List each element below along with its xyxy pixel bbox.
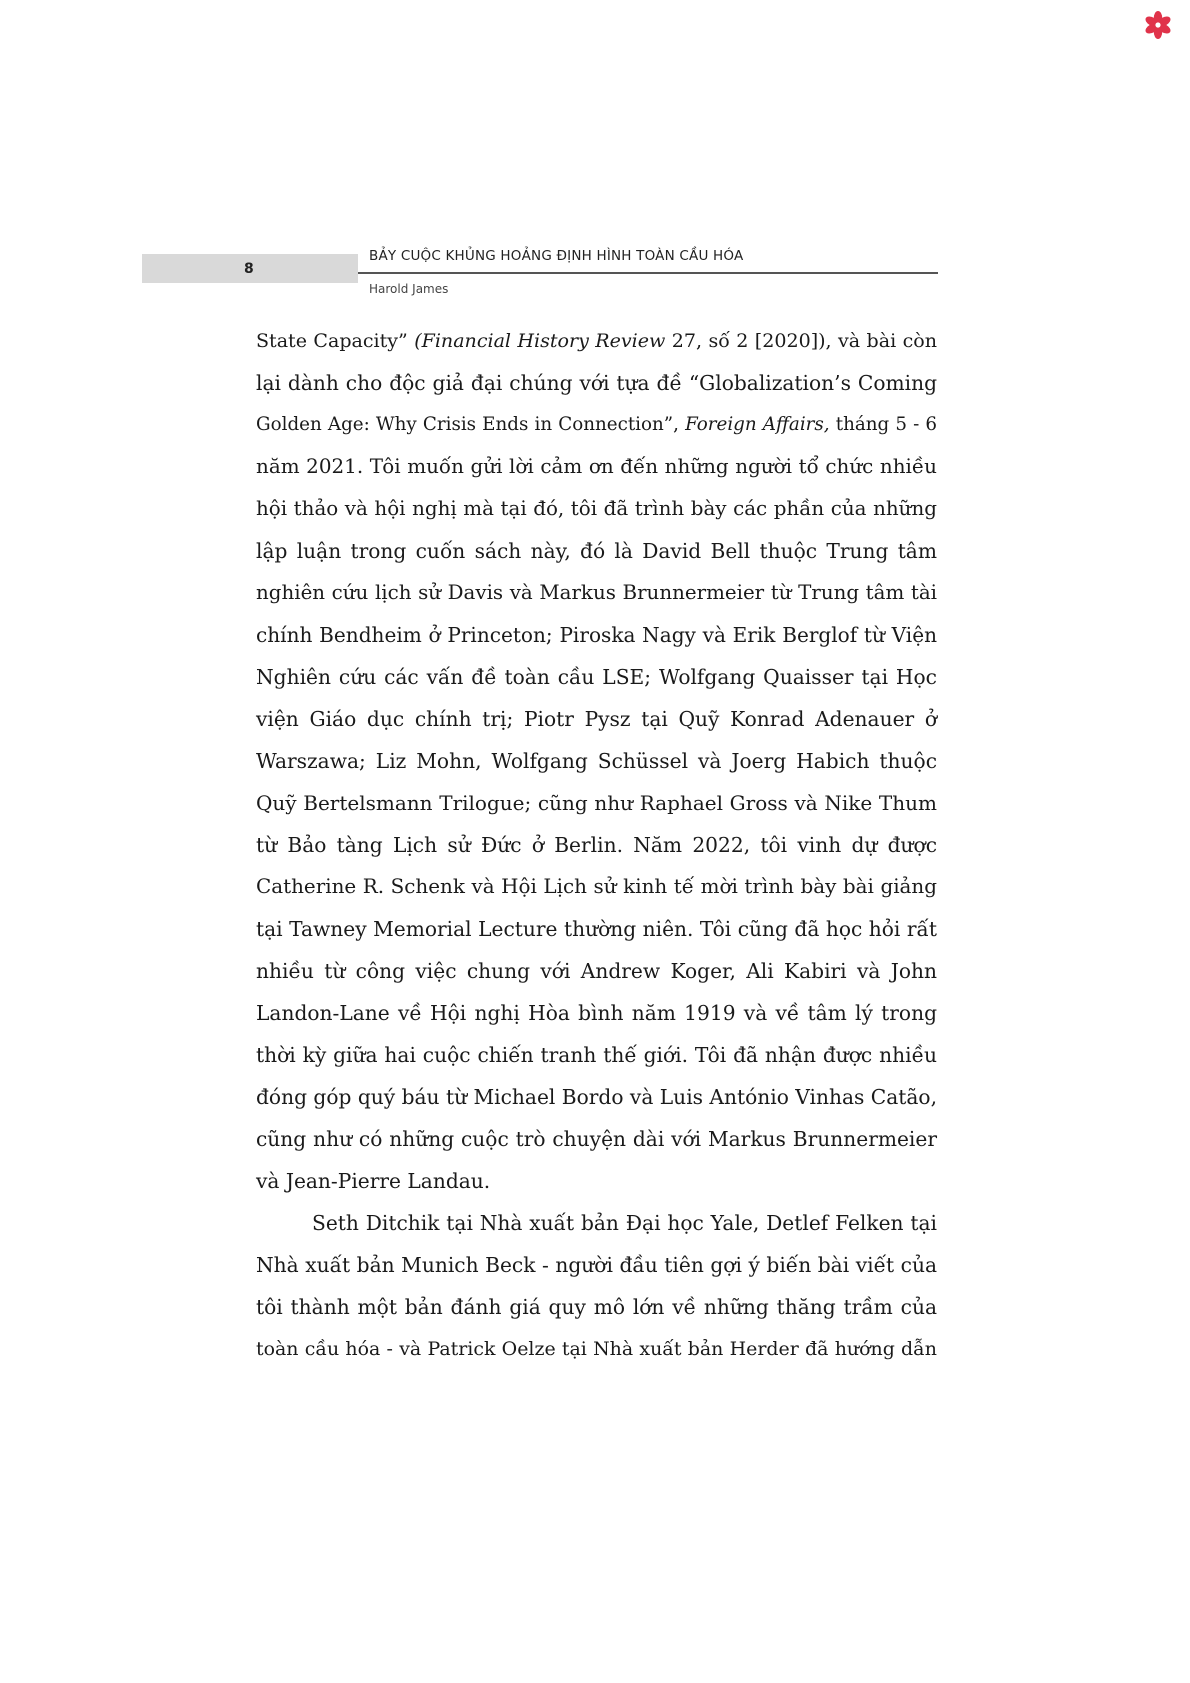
text-line: Quỹ Bertelsmann Trilogue; cũng như Raphael Gross và Nike Thum (256, 791, 937, 815)
text-line: Catherine R. Schenk và Hội Lịch sử kinh tế mời trình bày bài giảng (256, 875, 937, 898)
body-text (256, 320, 937, 1370)
running-header-author: Harold James (369, 282, 449, 296)
text-line: năm 2021. Tôi muốn gửi lời cảm ơn đến những người tổ chức nhiều (256, 455, 937, 478)
text-line: Golden Age: Why Crisis Ends in Connection”, Foreign Affairs, tháng 5 - 6 (256, 414, 938, 435)
text-line: Warszawa; Liz Mohn, Wolfgang Schüssel và Joerg Habich thuộc (256, 749, 937, 773)
text-line: Nhà xuất bản Munich Beck - người đầu tiên gợi ý biến bài viết của (256, 1253, 937, 1277)
text-line: Nghiên cứu các vấn đề toàn cầu LSE; Wolfgang Quaisser tại Học (256, 665, 937, 689)
text-line: lại dành cho độc giả đại chúng với tựa đề “Globalization’s Coming (256, 371, 937, 395)
text-line: viện Giáo dục chính trị; Piotr Pysz tại Quỹ Konrad Adenauer ở (256, 707, 937, 731)
header-divider (358, 272, 938, 274)
text-line: cũng như có những cuộc trò chuyện dài với Markus Brunnermeier (256, 1127, 937, 1151)
publisher-flower-logo-icon (1143, 10, 1173, 40)
running-header-book-title: BẢY CUỘC KHỦNG HOẢNG ĐỊNH HÌNH TOÀN CẦU HÓA (369, 248, 744, 264)
text-line: nghiên cứu lịch sử Davis và Markus Brunnermeier từ Trung tâm tài (256, 581, 937, 604)
text-line: hội thảo và hội nghị mà tại đó, tôi đã trình bày các phần của những (256, 497, 937, 520)
text-line: State Capacity” (Financial History Review 27, số 2 [2020]), và bài còn (256, 330, 937, 352)
text-line: nhiều từ công việc chung với Andrew Koger, Ali Kabiri và John (256, 959, 937, 983)
text-line: và Jean-Pierre Landau. (256, 1169, 491, 1193)
text-line: tại Tawney Memorial Lecture thường niên. Tôi cũng đã học hỏi rất (256, 917, 937, 941)
text-line: thời kỳ giữa hai cuộc chiến tranh thế giới. Tôi đã nhận được nhiều (256, 1043, 937, 1067)
page-number: 8 (244, 261, 254, 277)
text-line: toàn cầu hóa - và Patrick Oelze tại Nhà xuất bản Herder đã hướng dẫn (256, 1338, 937, 1360)
text-line: Landon-Lane về Hội nghị Hòa bình năm 1919 và về tâm lý trong (256, 1001, 937, 1025)
text-line: chính Bendheim ở Princeton; Piroska Nagy và Erik Berglof từ Viện (256, 623, 937, 647)
text-line: từ Bảo tàng Lịch sử Đức ở Berlin. Năm 2022, tôi vinh dự được (256, 833, 937, 857)
text-line: Seth Ditchik tại Nhà xuất bản Đại học Yale, Detlef Felken tại (312, 1211, 937, 1235)
text-line: lập luận trong cuốn sách này, đó là David Bell thuộc Trung tâm (256, 539, 937, 563)
text-line: đóng góp quý báu từ Michael Bordo và Luis António Vinhas Catão, (256, 1085, 937, 1109)
text-line: tôi thành một bản đánh giá quy mô lớn về những thăng trầm của (256, 1295, 937, 1319)
